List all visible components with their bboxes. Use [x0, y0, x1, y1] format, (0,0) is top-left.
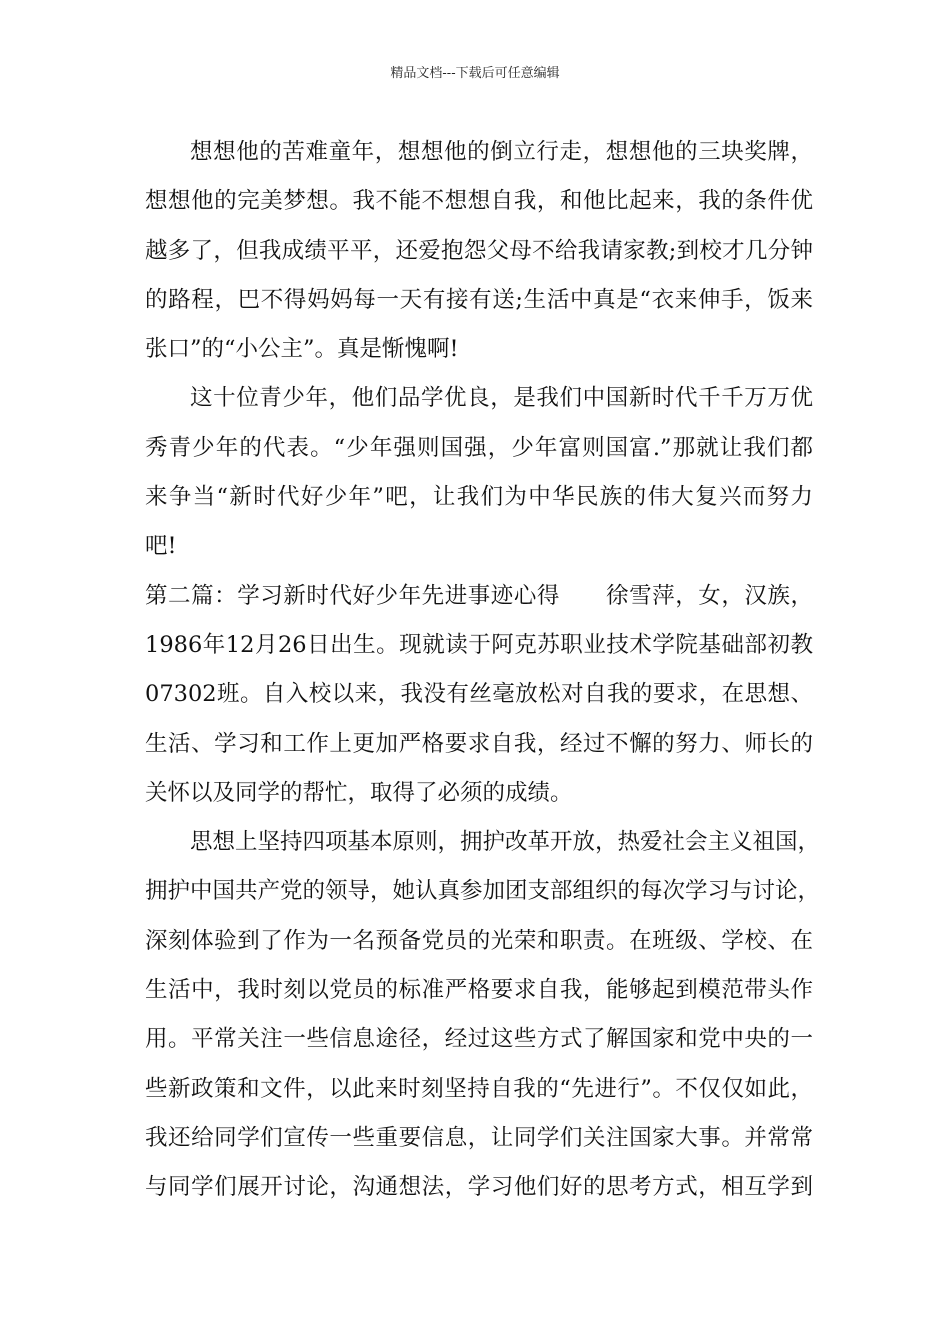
text-line-18: 生活中，我时刻以党员的标准严格要求自我，能够起到模范带头作 — [145, 977, 813, 1004]
text-line-6: 这十位青少年，他们品学优良，是我们中国新时代千千万万优 — [190, 385, 813, 412]
text-line-17: 深刻体验到了作为一名预备党员的光荣和职责。在班级、学校、在 — [145, 927, 813, 954]
text-line-3: 越多了，但我成绩平平，还爱抱怨父母不给我请家教;到校才几分钟 — [145, 237, 813, 264]
text-line-11: 1986年12月26日出生。现就读于阿克苏职业技术学院基础部初教 — [145, 631, 813, 658]
text-line-5: 张口”的“小公主”。真是惭愧啊! — [145, 336, 459, 363]
page-header: 精品文档---下载后可任意编辑 — [390, 66, 560, 81]
text-line-13: 生活、学习和工作上更加严格要求自我，经过不懈的努力、师长的 — [145, 730, 813, 757]
text-line-21: 我还给同学们宣传一些重要信息，让同学们关注国家大事。并常常 — [145, 1124, 813, 1151]
text-line-14: 关怀以及同学的帮忙，取得了必须的成绩。 — [145, 779, 573, 806]
text-line-22: 与同学们展开讨论，沟通想法，学习他们好的思考方式，相互学到 — [145, 1174, 813, 1201]
text-line-19: 用。平常关注一些信息途径，经过这些方式了解国家和党中央的一 — [145, 1026, 813, 1053]
text-line-15: 思想上坚持四项基本原则，拥护改革开放，热爱社会主义祖国， — [190, 829, 821, 856]
text-line-20: 些新政策和文件，以此来时刻坚持自我的“先进行”。不仅仅如此， — [145, 1075, 813, 1102]
text-line-2: 想想他的完美梦想。我不能不想想自我，和他比起来，我的条件优 — [145, 188, 813, 215]
text-line-4: 的路程，巴不得妈妈每一天有接有送;生活中真是“衣来伸手，饭来 — [145, 286, 813, 313]
document-body — [145, 128, 821, 1213]
text-line-9: 吧! — [145, 533, 177, 560]
section-heading-line: 第二篇：学习新时代好少年先进事迹心得 徐雪萍，女，汉族， — [145, 582, 813, 609]
text-line-7: 秀青少年的代表。“少年强则国强，少年富则国富.”那就让我们都 — [145, 434, 813, 461]
text-line-12: 07302班。自入校以来，我没有丝毫放松对自我的要求，在思想、 — [145, 681, 813, 708]
text-line-16: 拥护中国共产党的领导，她认真参加团支部组织的每次学习与讨论， — [145, 878, 821, 905]
text-line-1: 想想他的苦难童年，想想他的倒立行走，想想他的三块奖牌， — [190, 139, 813, 165]
text-line-8: 来争当“新时代好少年”吧，让我们为中华民族的伟大复兴而努力 — [145, 484, 813, 511]
